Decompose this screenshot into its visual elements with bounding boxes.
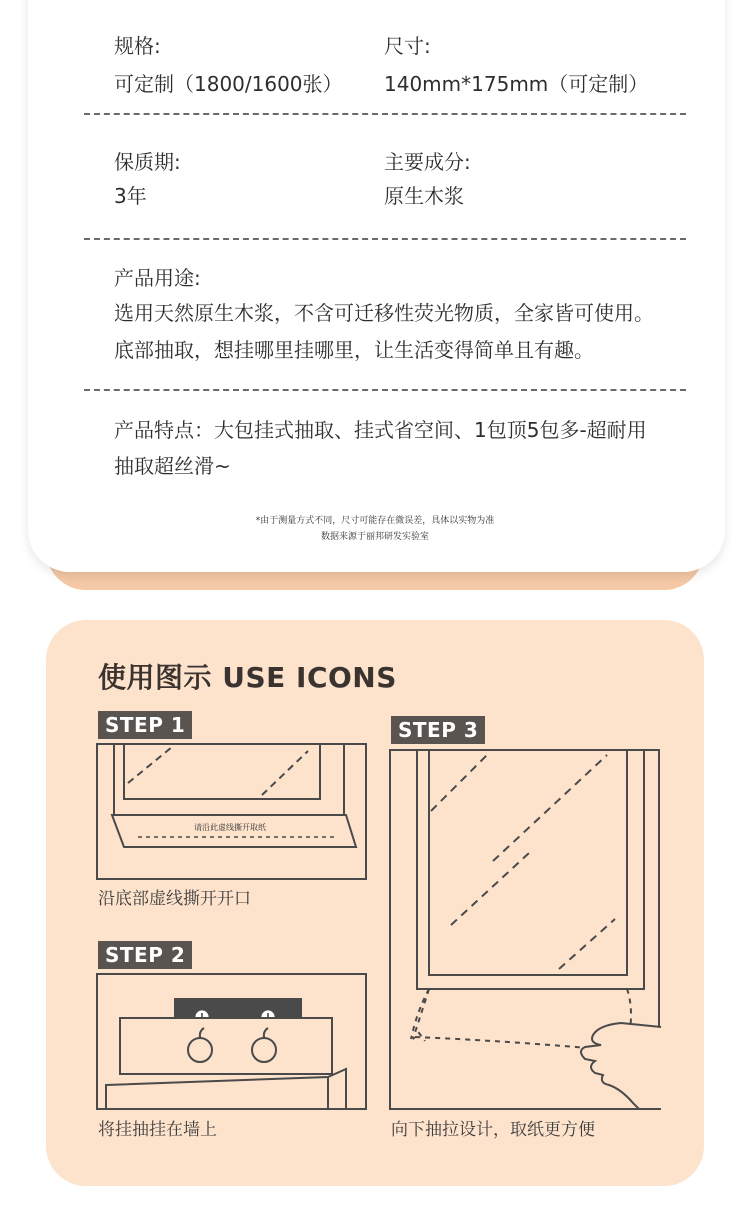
- measurement-note: *由于测量方式不同，尺寸可能存在微误差，具体以实物为准: [255, 516, 495, 526]
- step3-illustration: [389, 749, 661, 1111]
- shelf-life-label: 保质期:: [114, 150, 181, 174]
- divider: [84, 389, 686, 391]
- step2-illustration: [96, 973, 368, 1111]
- hand-icon: [581, 1023, 661, 1109]
- divider: [84, 238, 686, 240]
- size-label: 尺寸:: [384, 34, 431, 58]
- size-value: 140mm*175mm（可定制）: [384, 72, 649, 96]
- spec-label: 规格:: [114, 34, 161, 58]
- step2-caption: 将挂抽挂在墙上: [98, 1120, 217, 1140]
- material-value: 原生木浆: [384, 184, 464, 208]
- step1-illustration: [96, 743, 368, 881]
- feature-line2: 抽取超丝滑~: [114, 454, 231, 478]
- usage-title: 使用图示 USE ICONS: [98, 661, 397, 694]
- step1-badge: STEP 1: [98, 711, 192, 739]
- step1-package-text: 请沿此虚线撕开取纸: [194, 823, 266, 832]
- material-label: 主要成分:: [384, 150, 471, 174]
- data-source-note: 数据来源于丽邦研发实验室: [320, 532, 429, 542]
- shelf-life-value: 3年: [114, 184, 147, 208]
- usage-purpose-line2: 底部抽取，想挂哪里挂哪里，让生活变得简单且有趣。: [114, 338, 594, 362]
- feature-line1: 产品特点：大包挂式抽取、挂式省空间、1包顶5包多-超耐用: [114, 418, 647, 442]
- step3-badge: STEP 3: [391, 716, 485, 744]
- divider: [84, 113, 686, 115]
- spec-value: 可定制（1800/1600张）: [114, 72, 343, 96]
- step3-caption: 向下抽拉设计，取纸更方便: [391, 1120, 595, 1140]
- usage-purpose-label: 产品用途:: [114, 266, 201, 290]
- usage-purpose-line1: 选用天然原生木浆，不含可迁移性荧光物质，全家皆可使用。: [114, 301, 654, 325]
- step2-badge: STEP 2: [98, 941, 192, 969]
- step1-caption: 沿底部虚线撕开开口: [98, 889, 251, 909]
